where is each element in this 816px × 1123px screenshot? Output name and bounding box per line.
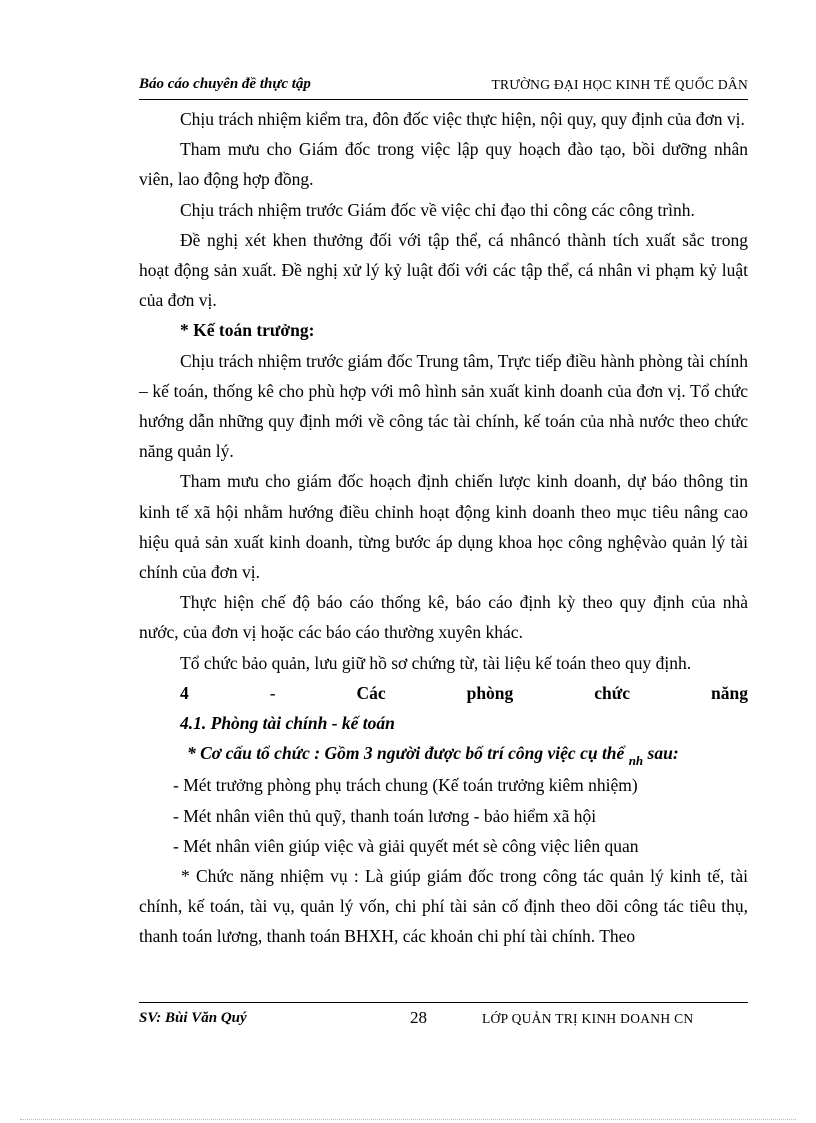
header-university: TRƯỜNG ĐẠI HỌC KINH TẾ QUỐC DÂN (491, 77, 748, 92)
paragraph: * Chức năng nhiệm vụ : Là giúp giám đốc trong công tác quản lý kinh tế, tài chính, kế toán, tài vụ, quản lý vốn, chi phí tài sản cố định theo dõi công tác tiêu thụ, thanh toán lương, thanh toán BHXH, các khoản chi phí tài chính. Theo (139, 866, 748, 947)
paragraph: Tham mưu cho Giám đốc trong việc lập quy hoạch đào tạo, bồi dưỡng nhân viên, lao động hợp đồng. (139, 139, 748, 190)
section-4-1-heading: 4.1. Phòng tài chính - kế toán (180, 713, 395, 734)
paragraph: Tổ chức bảo quản, lưu giữ hồ sơ chứng từ, tài liệu kế toán theo quy định. (180, 652, 692, 673)
header-rule (139, 99, 748, 100)
structure-subscript: nh (628, 753, 644, 769)
section-4-word: Các (356, 682, 386, 703)
paragraph: Chịu trách nhiệm trước giám đốc Trung tâm, Trực tiếp điều hành phòng tài chính – kế toán, thống kê cho phù hợp với mô hình sản xuất kinh doanh của đơn vị. Tổ chức hướng dẫn những quy định mới về công tác tài chính, kế toán của nhà nước theo chức năng quản lý. (139, 350, 748, 462)
structure-text-end: sau: (647, 743, 679, 764)
structure-text: * Cơ cấu tổ chức : Gồm 3 người được bố trí công việc cụ thể (187, 743, 625, 764)
footer-rule (139, 1002, 748, 1003)
section-4-word: 4 (180, 682, 189, 703)
heading-chief-accountant: * Kế toán trưởng: (180, 320, 315, 341)
paragraph: Chịu trách nhiệm trước Giám đốc về việc chỉ đạo thi công các công trình. (180, 199, 695, 220)
page-number: 28 (410, 1008, 427, 1027)
section-4-word: năng (710, 682, 748, 703)
paragraph: Tham mưu cho giám đốc hoạch định chiến lược kinh doanh, dự báo thông tin kinh tế xã hội nhằm hướng điều chỉnh hoạt động kinh doanh theo mục tiêu nâng cao hiệu quả sản xuất kinh doanh, từng bước áp dụng khoa học công nghệvào quản lý tài chính của đơn vị. (139, 471, 748, 583)
page-body (139, 104, 748, 952)
structure-heading (139, 738, 748, 770)
section-4-word: chức (594, 682, 631, 703)
header-report-title: Báo cáo chuyên đề thực tập (139, 76, 311, 92)
section-4-word: phòng (466, 682, 514, 703)
list-item: - Mét trưởng phòng phụ trách chung (Kế toán trưởng kiêm nhiệm) (173, 775, 638, 796)
footer-class: LỚP QUẢN TRỊ KINH DOANH CN (482, 1011, 694, 1026)
page-header (139, 74, 748, 100)
list-item: - Mét nhân viên giúp việc và giải quyết mét sè công việc liên quan (173, 835, 639, 856)
section-4-word: - (269, 682, 276, 703)
paragraph: Chịu trách nhiệm kiểm tra, đôn đốc việc thực hiện, nội quy, quy định của đơn vị. (180, 109, 745, 129)
paragraph: Thực hiện chế độ báo cáo thống kê, báo cáo định kỳ theo quy định của nhà nước, của đơn vị hoặc các báo cáo thường xuyên khác. (139, 592, 748, 643)
page-footer (139, 1008, 748, 1034)
list-item: - Mét nhân viên thủ quỹ, thanh toán lương - bảo hiểm xã hội (173, 805, 597, 826)
paragraph: Đề nghị xét khen thưởng đối với tập thể, cá nhâncó thành tích xuất sắc trong hoạt động sản xuất. Đề nghị xử lý kỷ luật đối với các tập thể, cá nhân vi phạm kỷ luật của đơn vị. (139, 229, 748, 311)
footer-student: SV: Bùi Văn Quý (139, 1010, 247, 1026)
section-4-heading (139, 678, 748, 708)
page-bottom-divider (20, 1119, 796, 1120)
